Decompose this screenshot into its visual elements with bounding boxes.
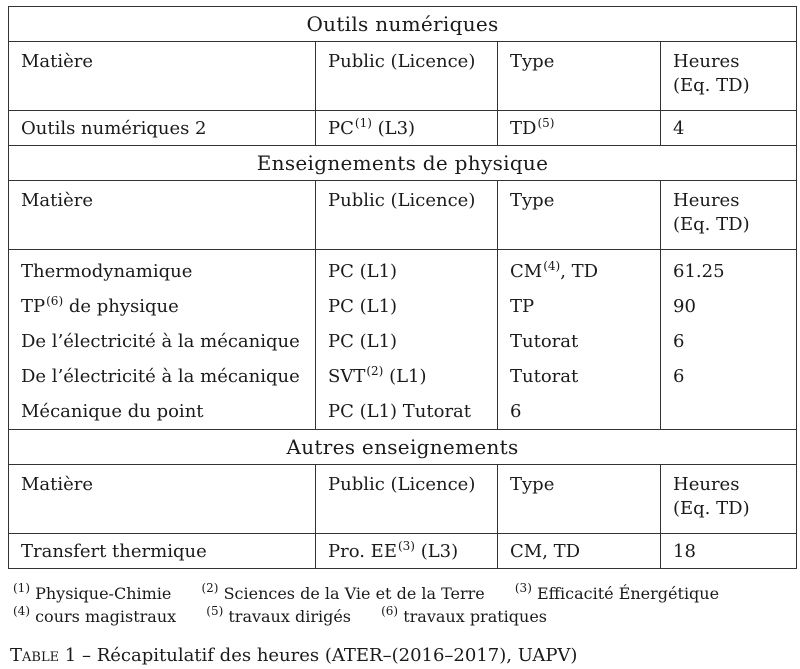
cell-matiere: Transfert thermique [9,534,316,569]
cell-matiere: Mécanique du point [9,394,316,430]
col-matiere: Matière [9,181,316,250]
section-header-autres [9,430,797,465]
footnote: $^{(6)}$ travaux pratiques [381,604,548,626]
cell-type: TP [498,289,661,324]
footnote: $^{(5)}$ travaux dirigés [206,604,352,626]
cell-matiere: De l’électricité à la mécanique [9,359,316,394]
col-public: Public (Licence) [316,181,498,250]
col-public: Public (Licence) [316,465,498,534]
col-type: Type [498,181,661,250]
cell-type: Tutorat [498,359,661,394]
caption-label: Table 1 [10,645,77,666]
cell-public: Pro. EE$^{(3)}$ (L3) [316,534,498,569]
cell-matiere: TP$^{(6)}$ de physique [9,289,316,324]
col-matiere: Matière [9,465,316,534]
col-heures: Heures (Eq. TD) [661,42,797,111]
cell-heures: 6 [661,359,797,394]
table-row [9,534,797,569]
cell-heures: 4 [661,111,797,146]
table-row [9,250,797,290]
section-header-outils [9,7,797,42]
cell-type: CM, TD [498,534,661,569]
footnote: $^{(2)}$ Sciences de la Vie et de la Terre [201,581,485,603]
section-header-physique [9,146,797,181]
cell-public: PC (L1) Tutorat [316,394,498,430]
cell-public: PC (L1) [316,324,498,359]
cell-public: SVT$^{(2)}$ (L1) [316,359,498,394]
col-matiere: Matière [9,42,316,111]
cell-matiere: De l’électricité à la mécanique [9,324,316,359]
column-header-row [9,181,797,250]
col-type: Type [498,465,661,534]
cell-matiere: Thermodynamique [9,250,316,290]
table-row [9,394,797,430]
footnotes [8,583,796,629]
hours-table [8,6,797,569]
col-type: Type [498,42,661,111]
cell-public: PC (L1) [316,289,498,324]
column-header-row [9,465,797,534]
footnote: $^{(3)}$ Efficacité Énergétique [514,581,720,603]
table-row [9,289,797,324]
cell-heures: 61.25 [661,250,797,290]
footnote: $^{(1)}$ Physique-Chimie [13,581,172,603]
section-title: Autres enseignements [9,430,797,465]
footnote: $^{(4)}$ cours magistraux [13,604,177,626]
cell-type: CM$^{(4)}$, TD [498,250,661,290]
cell-matiere: Outils numériques 2 [9,111,316,146]
col-public: Public (Licence) [316,42,498,111]
column-header-row [9,42,797,111]
cell-heures: 6 [661,324,797,359]
document [8,6,796,666]
col-heures: Heures (Eq. TD) [661,181,797,250]
cell-type: Tutorat [498,324,661,359]
section-title: Outils numériques [9,7,797,42]
cell-type: TD$^{(5)}$ [498,111,661,146]
table-row [9,111,797,146]
cell-public: PC (L1) [316,250,498,290]
table-caption [8,645,796,666]
caption-text: – Récapitulatif des heures (ATER–(2016–2017), UAPV) [76,645,578,666]
col-heures: Heures (Eq. TD) [661,465,797,534]
cell-heures: 90 [661,289,797,324]
cell-heures: 18 [661,534,797,569]
section-title: Enseignements de physique [9,146,797,181]
cell-public: PC$^{(1)}$ (L3) [316,111,498,146]
table-row [9,359,797,394]
cell-type: 6 [498,394,661,430]
table-row [9,324,797,359]
cell-heures [661,394,797,430]
